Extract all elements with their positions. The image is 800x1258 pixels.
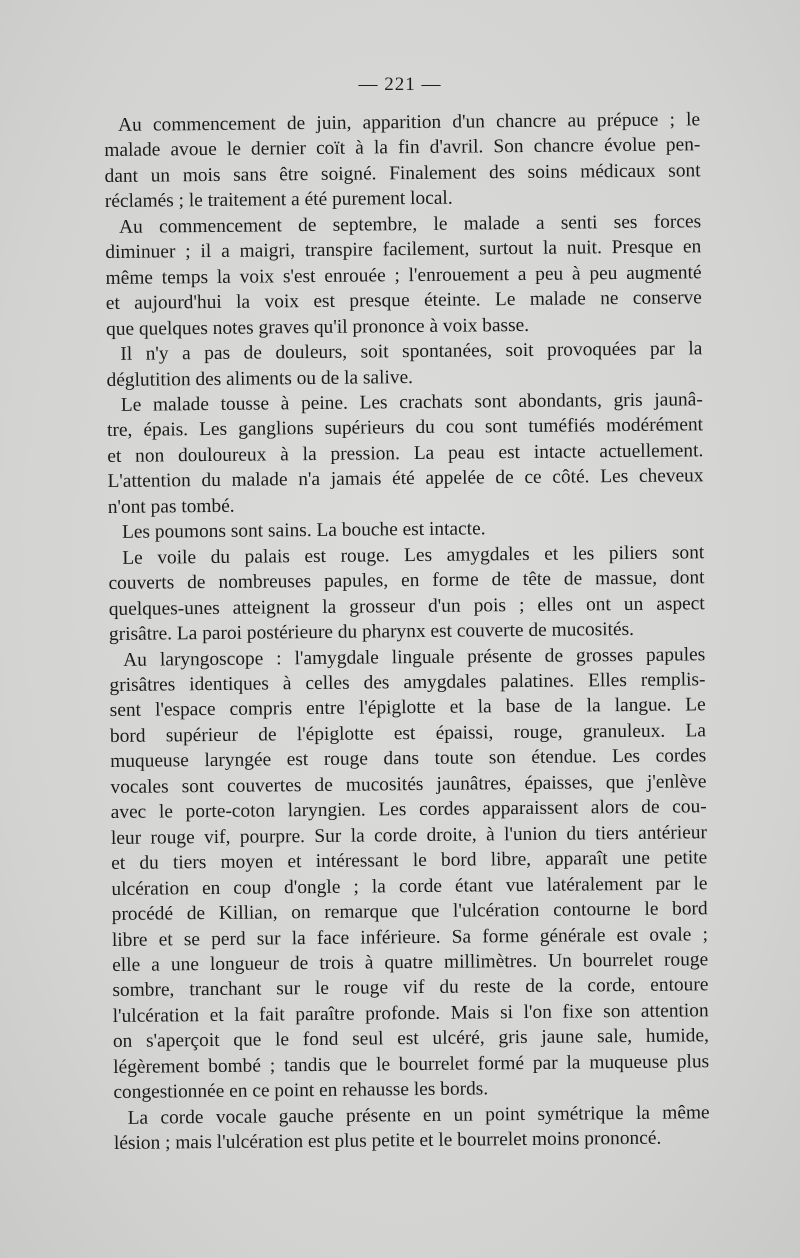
text-line: réclamés ; le traitement a été purement local. — [104, 188, 453, 213]
paragraph — [105, 209, 702, 342]
text-line: même temps la voix s'est enrouée ; l'enrouement a peu à peu augmenté — [105, 261, 702, 289]
text-line: Il n'y a pas de douleurs, soit spontanées, soit provoquées par la — [120, 338, 703, 365]
text-line: grisâtres identiques à celles des amygdales palatines. Elles remplis- — [109, 669, 706, 696]
text-line: n'ont pas tombé. — [107, 495, 235, 518]
text-line: La corde vocale gauche présente en un point symétrique la même — [127, 1101, 710, 1129]
paragraph — [109, 642, 709, 1106]
text-line: et non douloureux à la pression. La peau est intacte actuellement. — [107, 440, 704, 467]
text-line: libre et se perd sur la face inférieure. Sa forme générale est ovale ; — [111, 923, 709, 951]
paragraph — [106, 336, 702, 393]
text-line: vocales sont couvertes de mucosités jaunâtres, épaisses, que j'enlève — [110, 771, 707, 798]
paragraph — [108, 540, 705, 648]
text-line: et aujourd'hui la voix est presque éteinte. Le malade ne conserve — [105, 287, 702, 315]
text-line: grisâtre. La paroi postérieure du pharynx est couverte de mucosités. — [108, 618, 635, 646]
text-line: l'ulcération et la fait paraître profonde. Mais si l'on fixe son attention — [112, 1000, 709, 1027]
body-text — [104, 107, 710, 1156]
text-line: L'attention du malade n'a jamais été appelée de ce côté. Les cheveux — [107, 465, 704, 493]
text-line: Au laryngoscope : l'amygdale linguale présente de grosses papules — [123, 643, 706, 671]
text-line: elle a une longueur de trois à quatre millimètres. Un bourrelet rouge — [112, 949, 709, 976]
text-line: et du tiers moyen et intéressant le bord libre, apparaît une petite — [111, 847, 708, 875]
text-line: dant un mois sans être soigné. Finalement des soins médicaux sont — [104, 160, 701, 187]
text-line: Le voile du palais est rouge. Les amygdales et les piliers sont — [122, 541, 705, 569]
text-line: on s'aperçoit que le fond seul est ulcéré, gris jaune sale, humide, — [112, 1025, 709, 1053]
text-line: que quelques notes graves qu'il prononce à voix basse. — [105, 314, 530, 340]
text-line: Les poumons sont sains. La bouche est intacte. — [121, 518, 486, 544]
text-line: malade avoue le dernier coït à la fin d'avril. Son chancre évolue pen- — [104, 134, 701, 162]
text-line: quelques-unes atteignent la grosseur d'un pois ; elles ont un aspect — [108, 592, 705, 620]
text-line: lésion ; mais l'ulcération est plus petite et le bourrelet moins prononcé. — [113, 1127, 662, 1155]
text-line: leur rouge vif, pourpre. Sur la corde droite, à l'union du tiers antérieur — [110, 821, 708, 849]
text-line: Au commencement de septembre, le malade a senti ses forces — [118, 211, 702, 238]
text-line: couverts de nombreuses papules, en forme de tête de massue, dont — [108, 567, 705, 595]
text-line: Le malade tousse à peine. Les crachats sont abondants, gris jaunâ- — [120, 389, 703, 416]
text-line: déglutition des aliments ou de la salive. — [106, 366, 414, 391]
paragraph — [114, 1100, 710, 1157]
text-line: légèrement bombé ; tandis que le bourrelet formé par la muqueuse plus — [113, 1051, 710, 1078]
text-line: tre, épais. Les ganglions supérieurs du cou sont tuméfiés modérément — [106, 414, 704, 442]
text-line: muqueuse laryngée est rouge dans toute son étendue. Les cordes — [110, 745, 707, 773]
text-line: diminuer ; il a maigri, transpire facilement, surtout la nuit. Presque en — [105, 236, 702, 264]
text-line: sent l'espace compris entre l'épiglotte et la base de la langue. Le — [109, 694, 706, 722]
paragraph — [107, 387, 704, 520]
text-line: sombre, tranchant sur le rouge vif du reste de la corde, entoure — [112, 974, 709, 1002]
text-line: Au commencement de juin, apparition d'un chancre au prépuce ; le — [118, 109, 701, 136]
text-line: bord supérieur de l'épiglotte est épaissi, rouge, granuleux. La — [109, 720, 707, 747]
text-line: congestionnée en ce point en rehausse les bords. — [113, 1078, 489, 1104]
text-line: ulcération en coup d'ongle ; la corde étant vue latéralement par le — [111, 872, 708, 900]
text-line: avec le porte-coton laryngien. Les cordes apparaissent alors de cou- — [110, 796, 707, 824]
paragraph — [104, 107, 701, 215]
page-number: — 221 — — [358, 74, 442, 95]
text-line: procédé de Killian, on remarque que l'ulcération contourne le bord — [111, 898, 708, 926]
